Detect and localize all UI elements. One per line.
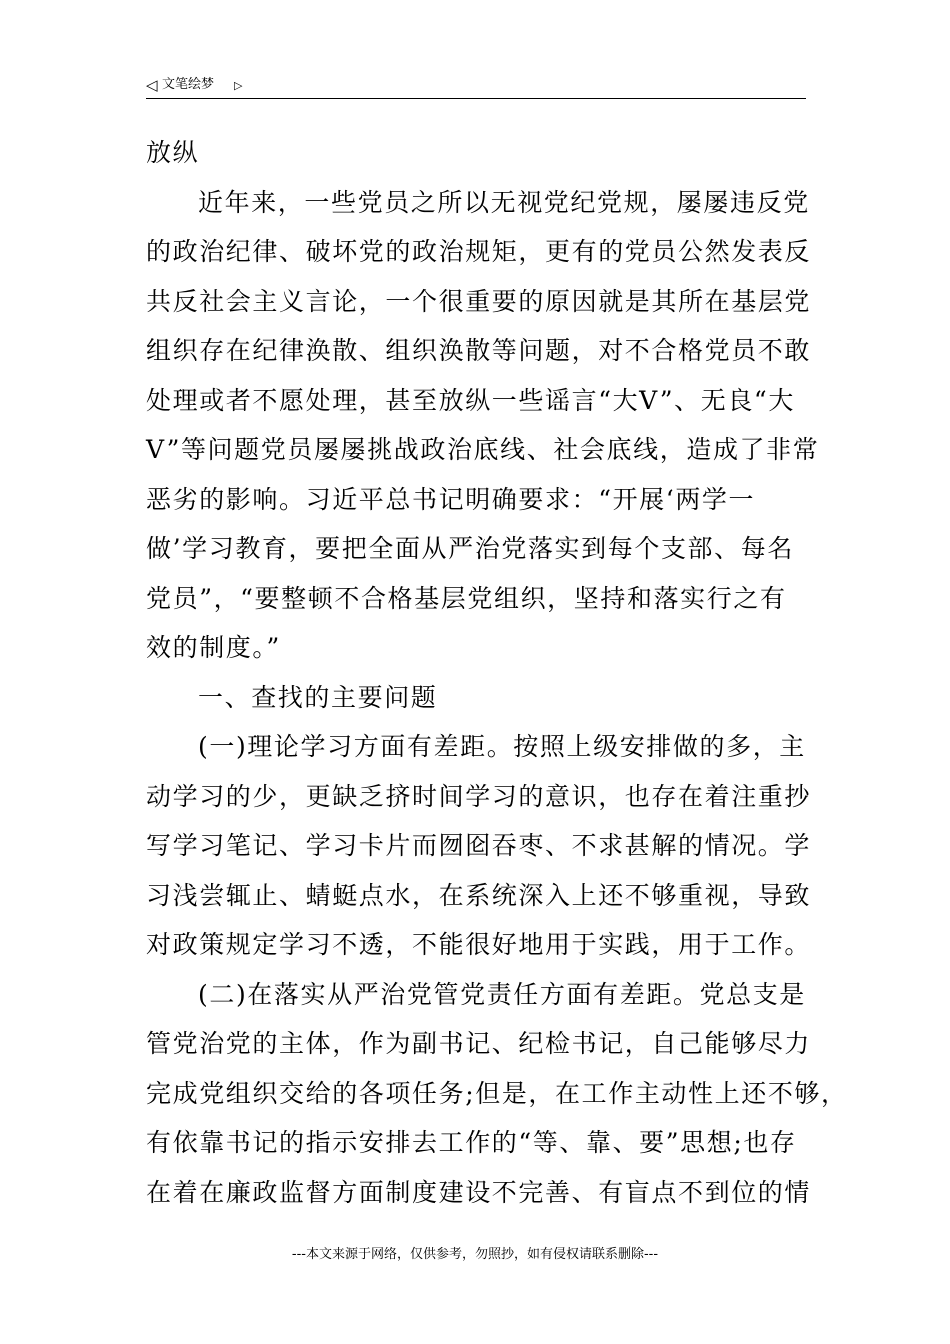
text-line: 放纵: [146, 138, 200, 167]
page-header: [146, 74, 806, 99]
left-triangle-icon: ◁: [146, 76, 158, 94]
text-line: 恶劣的影响。习近平总书记明确要求：“开展‘两学一: [146, 484, 756, 514]
text-line: 组织存在纪律涣散、组织涣散等问题，对不合格党员不敢: [146, 336, 812, 365]
text-line: (一)理论学习方面有差距。按照上级安排做的多，主: [198, 732, 806, 761]
text-line: 动学习的少，更缺乏挤时间学习的意识，也存在着注重抄: [146, 781, 812, 811]
text-line: (二)在落实从严治党管党责任方面有差距。党总支是: [198, 979, 806, 1009]
right-triangle-icon: ▷: [234, 79, 243, 92]
text-line: 处理或者不愿处理，甚至放纵一些谣言“大V”、无良“大: [146, 385, 795, 415]
section-heading: 一、查找的主要问题: [198, 682, 438, 712]
text-line: 共反社会主义言论，一个很重要的原因就是其所在基层党: [146, 286, 812, 316]
text-line: 做’学习教育，要把全面从严治党落实到每个支部、每名: [146, 534, 794, 563]
text-line: 完成党组织交给的各项任务;但是，在工作主动性上还不够，: [146, 1078, 848, 1108]
text-line: 习浅尝辄止、蜻蜓点水，在系统深入上还不够重视，导致: [146, 880, 812, 910]
text-line: 对政策规定学习不透，不能很好地用于实践，用于工作。: [146, 930, 812, 959]
text-line: 效的制度。”: [146, 633, 281, 662]
header-title: 文笔绘梦: [162, 77, 215, 92]
text-line: 近年来，一些党员之所以无视党纪党规，屡屡违反党: [198, 187, 810, 217]
page-footer: ---本文来源于网络，仅供参考，勿照抄，如有侵权请联系删除---: [291, 1247, 659, 1262]
text-line: 在着在廉政监督方面制度建设不完善、有盲点不到位的情: [146, 1177, 812, 1207]
text-line: 党员”，“要整顿不合格基层党组织，坚持和落实行之有: [146, 583, 787, 613]
text-line: V”等问题党员屡屡挑战政治底线、社会底线，造成了非常: [146, 435, 820, 464]
text-line: 有依靠书记的指示安排去工作的“等、靠、要”思想;也存: [146, 1128, 797, 1157]
text-line: 管党治党的主体，作为副书记、纪检书记，自己能够尽力: [146, 1029, 812, 1058]
text-line: 的政治纪律、破坏党的政治规矩，更有的党员公然发表反: [146, 237, 812, 266]
text-line: 写学习笔记、学习卡片而囫囵吞枣、不求甚解的情况。学: [146, 831, 812, 860]
document-body: [146, 128, 848, 1217]
